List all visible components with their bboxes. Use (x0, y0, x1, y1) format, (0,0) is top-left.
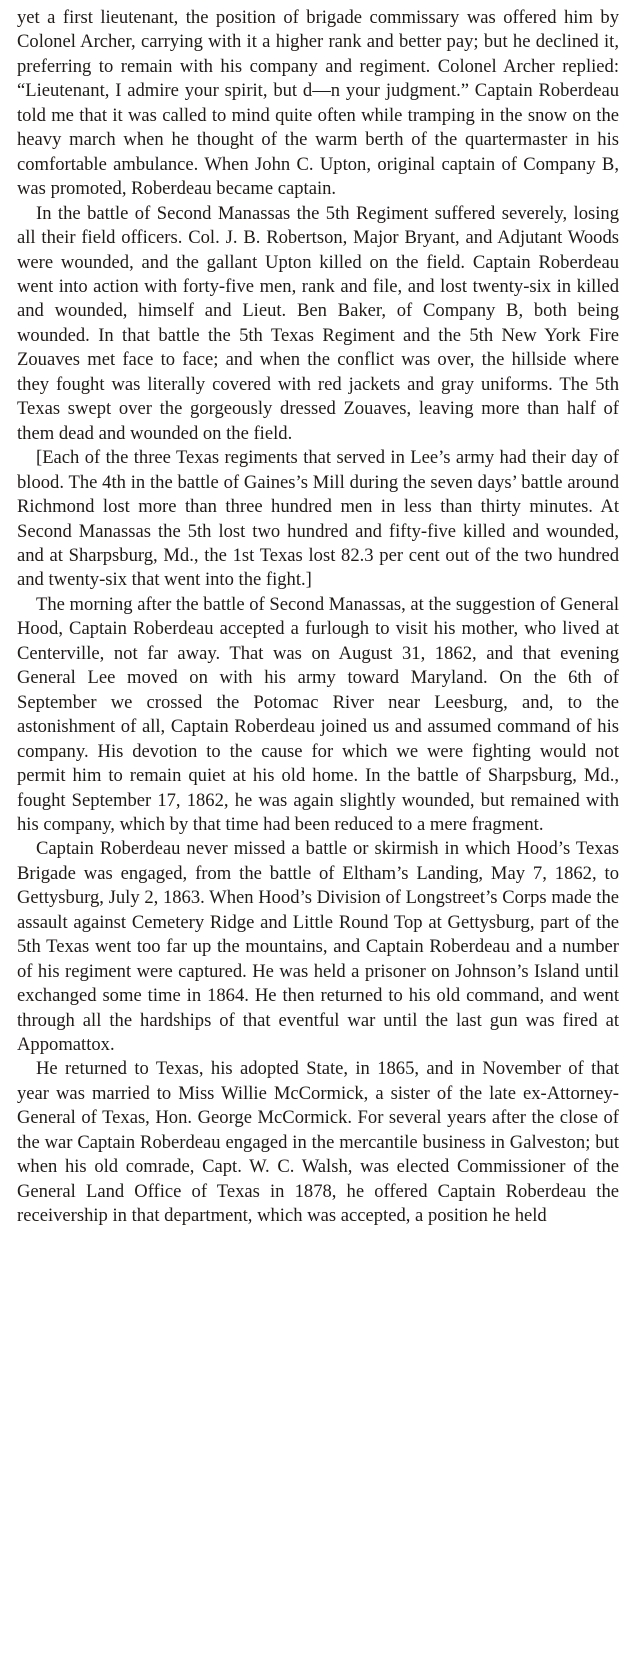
paragraph-furlough-sharpsburg: The morning after the battle of Second Manassas, at the suggestion of General Hood, Captain Roberdeau accepted a furlough to visit his mother, who lived at Centerville, not far away. That was on August 31, 1862, and that evening General Lee moved on with his army toward Maryland. On the 6th of September we crossed the Potomac River near Leesburg, and, to the astonishment of all, Captain Roberdeau joined us and assumed command of his company. His devotion to the cause for which we were fighting would not permit him to remain quiet at his old home. In the battle of Sharpsburg, Md., fought September 17, 1862, he was again slightly wounded, but remained with his company, which by that time had been reduced to a mere fragment. (17, 593, 619, 835)
paragraph-return-to-texas: He returned to Texas, his adopted State, in 1865, and in November of that year was married to Miss Willie McCormick, a sister of the late ex-Attorney-General of Texas, Hon. George McCormick. For several years after the close of the war Captain Roberdeau engaged in the mercantile business in Galveston; but when his old comrade, Capt. W. C. Walsh, was elected Commissioner of the General Land Office of Texas in 1878, he offered Captain Roberdeau the receivership in that department, which was accepted, a position he held (17, 1058, 619, 1227)
paragraph-second-manassas: In the battle of Second Manassas the 5th Regiment suffered severely, losing all their field officers. Col. J. B. Robertson, Major Bryant, and Adjutant Woods were wounded, and the gallant Upton killed on the field. Captain Roberdeau went into action with forty-five men, rank and file, and lost twenty-six in killed and wounded, himself and Lieut. Ben Baker, of Company B, both being wounded. In that battle the 5th Texas Regiment and the 5th New York Fire Zouaves met face to face; and when the conflict was over, the hillside where they fought was literally covered with red jackets and gray uniforms. The 5th Texas swept over the gorgeously dressed Zouaves, leaving more than half of them dead and wounded on the field. (17, 202, 619, 444)
paragraph-gettysburg-capture: Captain Roberdeau never missed a battle or skirmish in which Hood’s Texas Brigade was engaged, from the battle of Eltham’s Landing, May 7, 1862, to Gettysburg, July 2, 1863. When Hood’s Division of Longstreet’s Corps made the assault against Cemetery Ridge and Little Round Top at Gettysburg, part of the 5th Texas went too far up the mountains, and Captain Roberdeau and a number of his regiment were captured. He was held a prisoner on Johnson’s Island until exchanged some time in 1864. He then returned to his old command, and went through all the hardships of that eventful war until the last gun was fired at Appomattox. (17, 838, 619, 1056)
paragraph-texas-regiments: [Each of the three Texas regiments that served in Lee’s army had their day of blood. The 4th in the battle of Gaines’s Mill during the seven days’ battle around Richmond lost more than three hundred men in less than thirty minutes. At Second Manassas the 5th lost two hundred and fifty-five killed and wounded, and at Sharpsburg, Md., the 1st Texas lost 82.3 per cent out of the two hundred and twenty-six that went into the fight.] (17, 447, 619, 591)
document-page (17, 6, 619, 1229)
paragraph-commissary-offer: yet a first lieutenant, the position of brigade commissary was offered him by Colonel Archer, carrying with it a higher rank and better pay; but he declined it, preferring to remain with his company and regiment. Colonel Archer replied: “Lieutenant, I admire your spirit, but d—n your judgment.” Captain Roberdeau told me that it was called to mind quite often while tramping in the snow on the heavy march when he thought of the warm berth of the quartermaster in his comfortable ambulance. When John C. Upton, original captain of Company B, was promoted, Roberdeau became captain. (17, 7, 619, 200)
